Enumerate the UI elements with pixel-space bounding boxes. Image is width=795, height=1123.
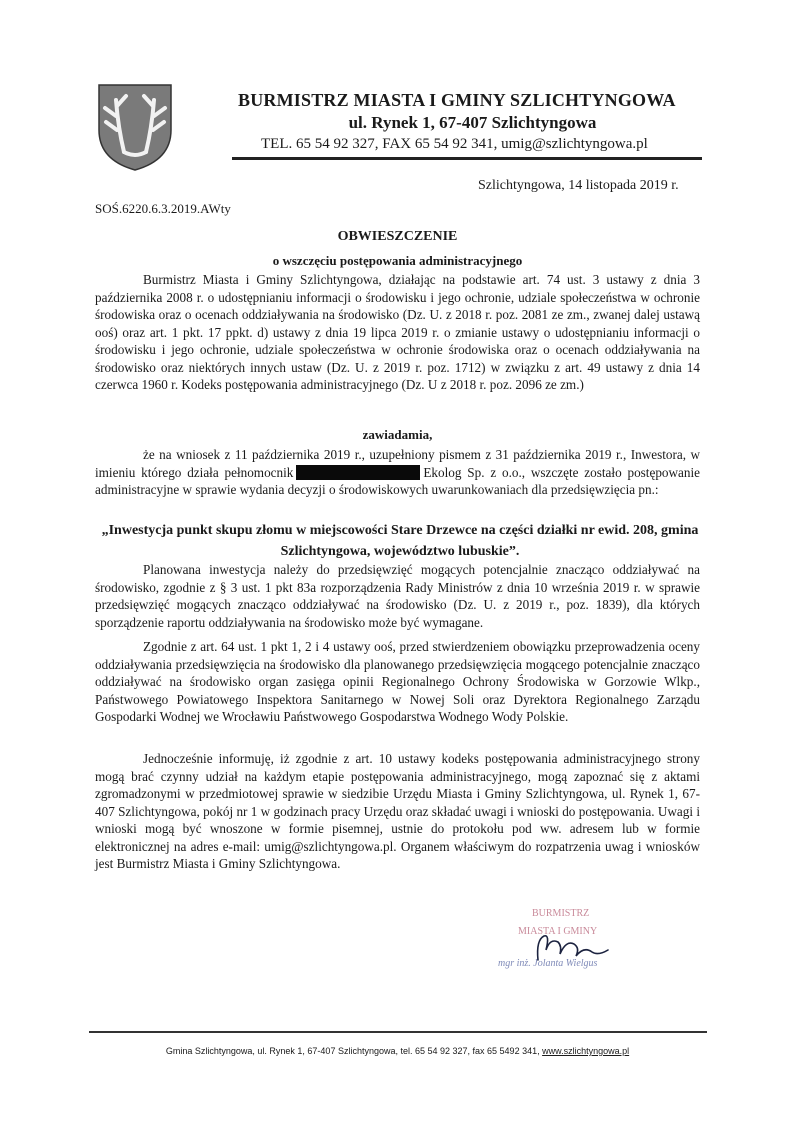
notice-text-part1: że na wniosek z 11 października 2019 r., uzupełniony pismem z 31 października 2019 r., Inwestora, w imieniu którego działa pełnomocnik bbox=[95, 447, 700, 480]
notify-heading: zawiadamia, bbox=[362, 427, 433, 442]
reference-number: SOŚ.6220.6.3.2019.AWty bbox=[95, 201, 231, 216]
letterhead-title: BURMISTRZ MIASTA I GMINY SZLICHTYNGOWA bbox=[238, 90, 676, 110]
planned-investment-paragraph: Planowana inwestycja należy do przedsięwzięć mogących potencjalnie znacząco oddziaływać na środowisko, zgodnie z § 3 ust. 1 pkt 83a rozporządzenia Rady Ministrów z dnia 10 września 2019 r. w sprawie przedsięwzięć mogących znacząco oddziaływać na środowisko (Dz. U. z 2019 r., poz. 1839), dla których sporządzenie raportu oddziaływania na środowisko może być wymagane. bbox=[95, 562, 700, 630]
stamp-line-1: BURMISTRZ bbox=[532, 908, 590, 919]
notice-paragraph bbox=[95, 446, 700, 499]
official-stamp bbox=[480, 900, 680, 980]
letterhead-contact: TEL. 65 54 92 327, FAX 65 54 92 341, umig@szlichtyngowa.pl bbox=[261, 136, 648, 152]
footer bbox=[0, 1046, 795, 1056]
footer-divider bbox=[89, 1031, 707, 1033]
footer-text: Gmina Szlichtyngowa, ul. Rynek 1, 67-407 Szlichtyngowa, tel. 65 54 92 327, fax 65 5492 341, bbox=[165, 1046, 543, 1056]
document-date: Szlichtyngowa, 14 listopada 2019 r. bbox=[478, 178, 679, 193]
letterhead-divider bbox=[232, 157, 702, 160]
stamp-line-2: MIASTA I GMINY bbox=[518, 926, 598, 937]
intro-paragraph: Burmistrz Miasta i Gminy Szlichtyngowa, działając na podstawie art. 74 ust. 3 ustawy z dnia 3 października 2008 r. o udostępnianiu informacji o środowisku i jego ochronie, udziale społeczeństwa w ochronie środowiska oraz o ocenach oddziaływania na środowisko (Dz. U. z 2018 r. poz. 2081 ze zm., zwanej dalej ustawą ooś) oraz art. 1 pkt. 17 ppkt. d) ustawy z dnia 19 lipca 2019 r. o zmianie ustawy o udostępnianiu informacji o środowisku i jego ochronie, udziale społeczeństwa w ochronie środowiska oraz o ocenach oddziaływania na środowisko oraz niektórych innych ustaw (Dz. U. z 2019 r. poz. 1712) w związku z art. 49 ustawy z dnia 14 czerwca 1960 r. Kodeks postępowania administracyjnego (Dz. U z 2018 r. poz. 2096 ze zm.) bbox=[95, 272, 700, 392]
opinions-paragraph: Zgodnie z art. 64 ust. 1 pkt 1, 2 i 4 ustawy ooś, przed stwierdzeniem obowiązku przeprowadzenia oceny oddziaływania przedsięwzięcia na środowisko dla planowanego przedsięwzięcia mogącego potencjalnie znacząco oddziaływać na środowisko organ zasięga opinii Regionalnego Ochrony Środowiska w Gorzowie Wlkp., Państwowego Powiatowego Inspektora Sanitarnego w Nowej Soli oraz Dyrektora Regionalnego Zarządu Gospodarki Wodnej we Wrocławiu Państwowego Gospodarstwa Wodnego Wody Polskie. bbox=[95, 639, 700, 724]
signature-mark bbox=[538, 936, 608, 960]
footer-website-link[interactable]: www.szlichtyngowa.pl bbox=[542, 1046, 630, 1056]
stamp-line-3: mgr inż. Jolanta Wielgus bbox=[498, 958, 598, 969]
notice-text-part2: Ekolog Sp. z o.o., wszczęte zostało postępowanie administracyjne w sprawie wydania decyzji o środowiskowych uwarunkowaniach dla przedsięwzięcia pn.: bbox=[95, 464, 700, 497]
letterhead-address: ul. Rynek 1, 67-407 Szlichtyngowa bbox=[348, 113, 597, 132]
document-heading: OBWIESZCZENIE bbox=[337, 229, 458, 244]
rights-paragraph: Jednocześnie informuję, iż zgodnie z art. 10 ustawy kodeks postępowania administracyjnego strony mogą brać czynny udział na każdym etapie postępowania administracyjnego, mogą zapoznać się z aktami zgromadzonymi w przedmiotowej sprawie w siedzibie Urzędu Miasta i Gminy Szlichtyngowa, ul. Rynek 1, 67-407 Szlichtyngowa, pokój nr 1 w godzinach pracy Urzędu oraz składać uwagi i wnioski do postępowania. Uwagi i wnioski mogą być wnoszone w formie pisemnej, ustnie do protokołu pod ww. adresem lub w formie elektronicznej na adres e-mail: umig@szlichtyngowa.pl. Organem właściwym do rozpatrzenia uwag i wniosków jest Burmistrz Miasta i Gminy Szlichtyngowa. bbox=[95, 751, 700, 871]
document-subheading: o wszczęciu postępowania administracyjnego bbox=[272, 253, 523, 268]
redacted-name bbox=[296, 465, 420, 480]
project-name: „Inwestycja punkt skupu złomu w miejscowości Stare Drzewce na części działki nr ewid. 208, gmina Szlichtyngowa, województwo lubuskie”. bbox=[101, 523, 699, 559]
